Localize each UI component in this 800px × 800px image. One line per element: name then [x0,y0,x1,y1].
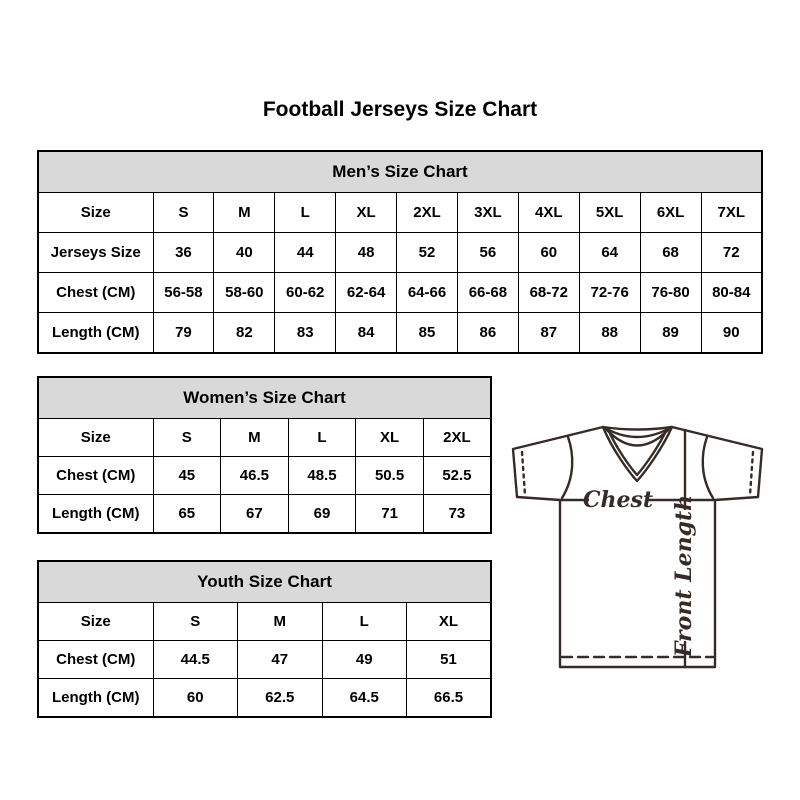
right-sleeve-seam [703,437,713,498]
corner-header-cell: Size [38,193,153,233]
column-header-cell: M [214,193,275,233]
value-cell: 87 [518,313,579,354]
value-cell: 51 [407,641,492,679]
value-cell: 48.5 [288,457,356,495]
value-cell: 85 [397,313,458,354]
value-cell: 44.5 [153,641,238,679]
column-header-cell: 2XL [423,419,491,457]
value-cell: 47 [238,641,323,679]
value-cell: 90 [701,313,762,354]
value-cell: 80-84 [701,273,762,313]
value-cell: 40 [214,233,275,273]
row-label-cell: Jerseys Size [38,233,153,273]
value-cell: 52.5 [423,457,491,495]
right-cuff-dashes [750,452,753,495]
jersey-measurement-diagram [500,399,780,679]
value-cell: 64-66 [397,273,458,313]
table-row [38,679,491,718]
value-cell: 60-62 [275,273,336,313]
column-header-cell: S [153,419,221,457]
jersey-outline [513,427,762,667]
value-cell: 52 [397,233,458,273]
value-cell: 64.5 [322,679,407,718]
column-header-cell: S [153,193,214,233]
left-sleeve-seam [562,437,572,498]
column-header-cell: L [322,603,407,641]
value-cell: 65 [153,495,221,534]
chest-label: Chest [582,487,654,513]
column-header-cell: XL [336,193,397,233]
table-row [38,457,491,495]
table-title: Youth Size Chart [38,561,491,603]
table-title: Women’s Size Chart [38,377,491,419]
column-header-cell: 4XL [518,193,579,233]
value-cell: 76-80 [640,273,701,313]
value-cell: 62.5 [238,679,323,718]
value-cell: 89 [640,313,701,354]
lower-section [37,376,763,718]
value-cell: 50.5 [356,457,424,495]
value-cell: 84 [336,313,397,354]
value-cell: 67 [221,495,289,534]
row-label-cell: Length (CM) [38,313,153,354]
table-row [38,313,762,354]
table-row [38,495,491,534]
value-cell: 46.5 [221,457,289,495]
column-header-cell: 7XL [701,193,762,233]
size-chart-page [37,0,763,718]
table-row [38,193,762,233]
corner-header-cell: Size [38,603,153,641]
small-tables-column [37,376,492,718]
left-cuff-dashes [522,452,525,495]
value-cell: 58-60 [214,273,275,313]
value-cell: 60 [518,233,579,273]
column-header-cell: L [288,419,356,457]
table-title: Men’s Size Chart [38,151,762,193]
row-label-cell: Length (CM) [38,679,153,718]
table-row [38,641,491,679]
row-label-cell: Chest (CM) [38,457,153,495]
table-row [38,273,762,313]
value-cell: 64 [579,233,640,273]
row-label-cell: Chest (CM) [38,273,153,313]
value-cell: 72-76 [579,273,640,313]
value-cell: 72 [701,233,762,273]
womens-size-table [37,376,492,534]
value-cell: 36 [153,233,214,273]
table-row [38,603,491,641]
value-cell: 73 [423,495,491,534]
value-cell: 48 [336,233,397,273]
value-cell: 69 [288,495,356,534]
jersey-icon [500,399,780,679]
column-header-cell: S [153,603,238,641]
value-cell: 45 [153,457,221,495]
table-row [38,419,491,457]
row-label-cell: Chest (CM) [38,641,153,679]
value-cell: 56 [457,233,518,273]
column-header-cell: 3XL [457,193,518,233]
value-cell: 68 [640,233,701,273]
value-cell: 62-64 [336,273,397,313]
table-row [38,233,762,273]
column-header-cell: 5XL [579,193,640,233]
page-title: Football Jerseys Size Chart [262,98,538,121]
column-header-cell: M [238,603,323,641]
front-length-label: Front Length [671,494,697,658]
column-header-cell: XL [407,603,492,641]
value-cell: 86 [457,313,518,354]
value-cell: 44 [275,233,336,273]
value-cell: 56-58 [153,273,214,313]
value-cell: 79 [153,313,214,354]
value-cell: 83 [275,313,336,354]
corner-header-cell: Size [38,419,153,457]
column-header-cell: L [275,193,336,233]
youth-size-table [37,560,492,718]
column-header-cell: M [221,419,289,457]
column-header-cell: 6XL [640,193,701,233]
value-cell: 60 [153,679,238,718]
row-label-cell: Length (CM) [38,495,153,534]
mens-size-table [37,150,763,354]
value-cell: 49 [322,641,407,679]
value-cell: 82 [214,313,275,354]
value-cell: 66.5 [407,679,492,718]
value-cell: 71 [356,495,424,534]
column-header-cell: 2XL [397,193,458,233]
value-cell: 68-72 [518,273,579,313]
column-header-cell: XL [356,419,424,457]
value-cell: 66-68 [457,273,518,313]
value-cell: 88 [579,313,640,354]
